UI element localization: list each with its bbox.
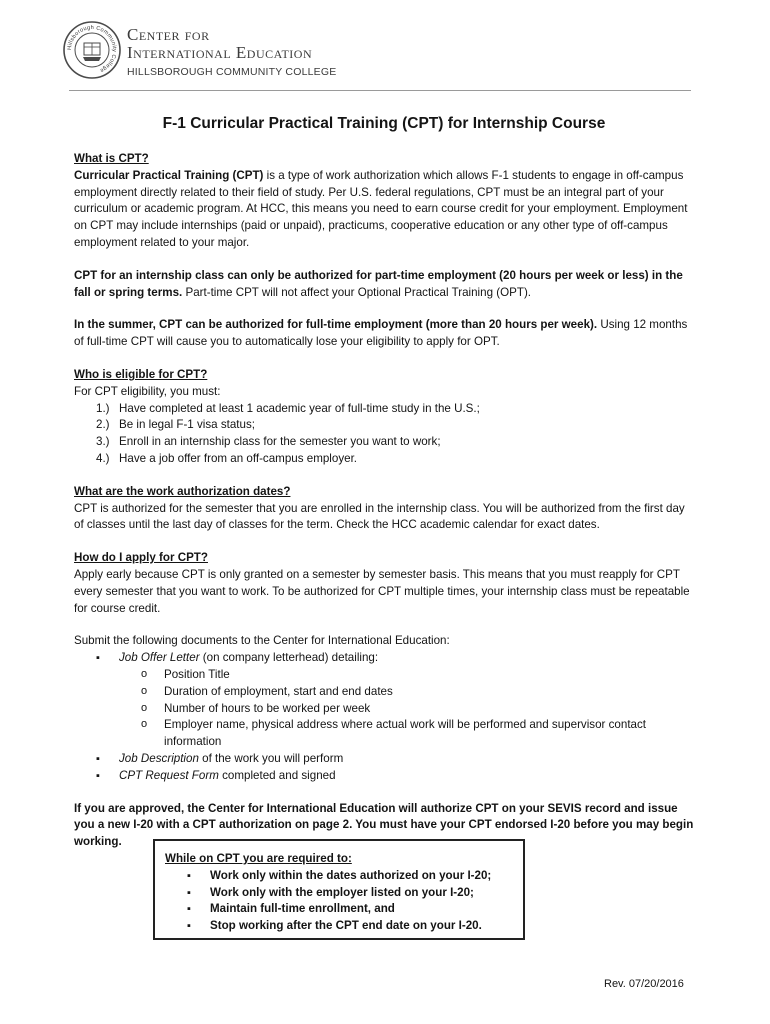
summer-normal: Using 12 months of full-time CPT will cause you to automatically lose your eligibility to apply for OPT. (74, 318, 688, 349)
list-item: o Position Title (119, 667, 694, 684)
what-is-section (74, 151, 694, 252)
org-name-block (127, 26, 336, 78)
list-item: ▪ Job Description of the work you will perform (74, 751, 694, 768)
list-item: o Number of hours to be worked per week (119, 701, 694, 718)
list-item: 3.) Enroll in an internship class for the semester you want to work; (96, 435, 441, 449)
college-name: HILLSBOROUGH COMMUNITY COLLEGE (127, 66, 337, 78)
requirements-box (153, 839, 525, 940)
document-body (74, 114, 694, 867)
org-name-text2: International Education (127, 43, 313, 62)
college-seal-logo (63, 21, 121, 79)
apply-section (74, 550, 694, 617)
eligible-section (74, 367, 694, 468)
approved-paragraph: If you are approved, the Center for International Education will authorize CPT on your SEVIS record and issue you a new I-20 with a CPT authorization on page 2. You must have your CPT endorsed I-20 before you may begin working. (74, 801, 694, 849)
requirements-heading: While on CPT you are required to: (165, 852, 352, 865)
eligible-heading: Who is eligible for CPT? (74, 367, 208, 381)
list-item: 2.) Be in legal F-1 visa status; (96, 418, 255, 432)
what-is-heading: What is CPT? (74, 152, 149, 165)
dates-section (74, 484, 694, 534)
eligible-intro: For CPT eligibility, you must: (74, 384, 221, 398)
summer-bold: In the summer, CPT can be authorized for full-time employment (more than 20 hours per week). (74, 318, 598, 332)
parttime-normal: Part-time CPT will not affect your Optional Practical Training (OPT). (182, 285, 532, 299)
org-name-line1 (127, 26, 336, 44)
submit-intro: Submit the following documents to the Center for International Education: (74, 634, 450, 648)
list-item: ▪ Maintain full-time enrollment, and (165, 901, 523, 918)
list-item: ▪ CPT Request Form completed and signed (74, 768, 694, 785)
list-item: ▪ Stop working after the CPT end date on your I-20. (165, 918, 523, 935)
revision-date: Rev. 07/20/2016 (604, 978, 684, 990)
cpt-request-form-label: CPT Request Form (119, 768, 219, 782)
offer-details-list (119, 667, 694, 751)
svg-text:Hillsborough Community College: Hillsborough Community College (66, 24, 118, 74)
list-item: ▪ Job Offer Letter (on company letterhead) detailing: o Position Title o Duration of employment, start and end dates o Number of hours to be worked per week o Employer name, physical address where actual work will be performed and supervisor contact information (74, 650, 694, 751)
job-offer-letter-label: Job Offer Letter (119, 651, 200, 665)
parttime-paragraph (74, 268, 694, 302)
summer-paragraph (74, 317, 694, 351)
org-name-line2 (127, 44, 336, 62)
requirements-list (165, 868, 523, 935)
submit-section (74, 633, 694, 784)
list-item: o Employer name, physical address where actual work will be performed and supervisor contact information (119, 717, 694, 751)
org-name-text1: Center for (127, 25, 210, 44)
list-item: 4.) Have a job offer from an off-campus employer. (96, 451, 358, 465)
list-item: o Duration of employment, start and end dates (119, 684, 694, 701)
header-divider (69, 90, 691, 91)
what-is-body: is a type of work authorization which allows F-1 students to engage in off-campus employment directly related to their field of study. Per U.S. federal regulations, CPT must be an integral part of your curriculum or academic program. At HCC, this means you need to earn course credit for your employment. Employment on CPT may include internships (paid or unpaid), practicums, cooperative education or any other type of off-campus employment related to your major. (74, 168, 688, 249)
dates-body: CPT is authorized for the semester that you are enrolled in the internship class. You will be authorized from the first day of classes until the last day of classes for the term. Check the HCC academic calendar for exact dates. (74, 501, 685, 532)
parttime-bold: CPT for an internship class can only be authorized for part-time employment (20 hours per week or less) in the fall or spring terms. (74, 268, 683, 299)
cpt-term: Curricular Practical Training (CPT) (74, 168, 264, 182)
dates-heading: What are the work authorization dates? (74, 484, 291, 498)
page-title: F-1 Curricular Practical Training (CPT) for Internship Course (162, 115, 606, 132)
apply-body: Apply early because CPT is only granted on a semester by semester basis. This means that you must reapply for CPT every semester that you want to work. To be authorized for CPT multiple times, your internship class must be repeatable for course credit. (74, 567, 690, 615)
job-description-label: Job Description (119, 751, 199, 765)
list-item: 1.) Have completed at least 1 academic year of full-time study in the U.S.; (96, 401, 480, 415)
apply-heading: How do I apply for CPT? (74, 551, 208, 565)
documents-list (74, 650, 694, 784)
list-item: ▪ Work only with the employer listed on your I-20; (165, 885, 523, 902)
list-item: ▪ Work only within the dates authorized on your I-20; (165, 868, 523, 885)
eligible-list (74, 401, 694, 468)
